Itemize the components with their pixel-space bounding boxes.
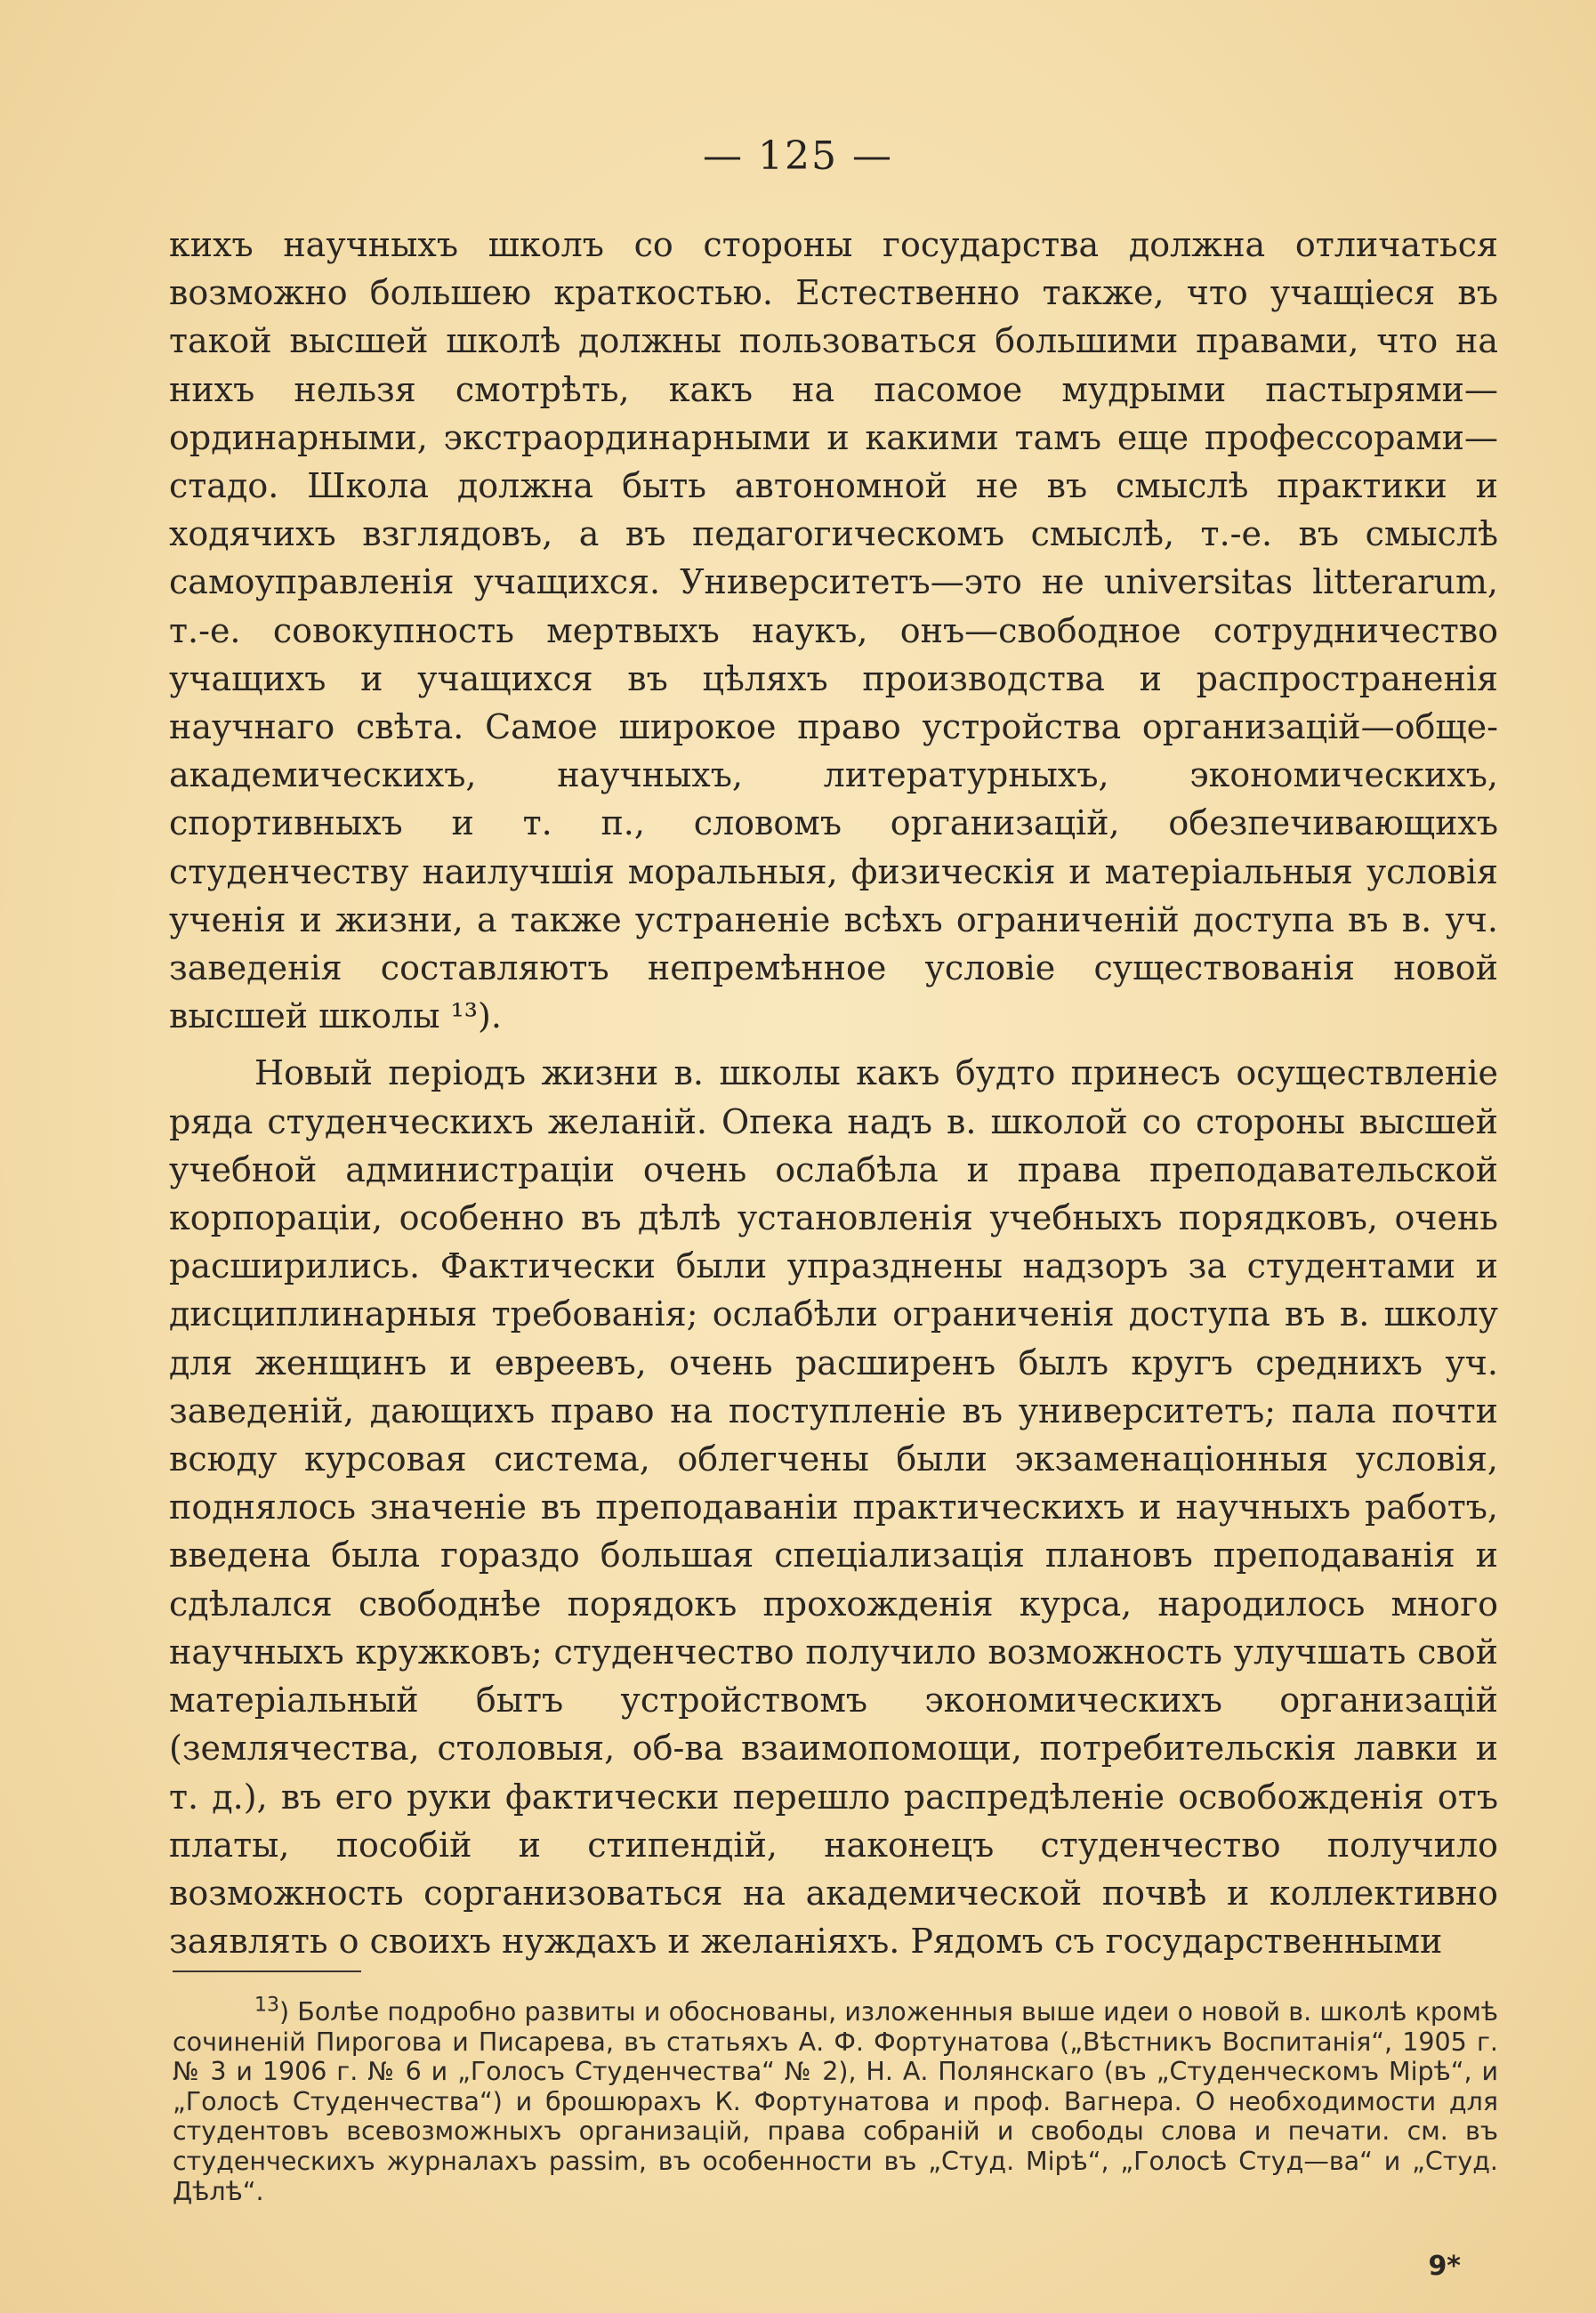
footnote [173,1994,1498,2206]
footnote-text: ) Болѣе подробно развиты и обоснованы, изложенныя выше идеи о новой в. школѣ кромѣ сочиненій Пирогова и Писарева, въ статьяхъ А. Ф. Фортунатова („Вѣстникъ Воспитанія“, 1905 г. № 3 и 1906 г. № 6 и „Голосъ Студенчества“ № 2), Н. А. Полянскаго (въ „Студенческомъ Мірѣ“, и „Голосѣ Студенчества“) и брошюрахъ К. Фортунатова и проф. Вагнера. О необходимости для студентовъ всевозможныхъ организацій, права собраній и свободы слова и печати. см. въ студенческихъ журналахъ passim, въ особенности въ „Студ. Мірѣ“, „Голосѣ Студ—ва“ и „Студ. Дѣлѣ“. [173,1997,1498,2206]
main-text [169,221,1498,1965]
page-number-header: — 125 — [703,133,893,179]
footnote-marker: 13 [254,1994,279,2017]
paragraph-1: кихъ научныхъ школъ со стороны государства должна отличаться возможно большею краткостью. Естественно также, что учащіеся въ такой высшей школѣ должны пользоваться большими правами, что на нихъ нельзя смотрѣть, какъ на пасомое мудрыми пастырями—ординарными, экстраординарными и какими тамъ еще профессорами—стадо. Школа должна быть автономной не въ смыслѣ практики и ходячихъ взглядовъ, а въ педагогическомъ смыслѣ, т.-е. въ смыслѣ самоуправленія учащихся. Университетъ—это не universitas litterarum, т.-е. совокупность мертвыхъ наукъ, онъ—свободное сотрудничество учащихъ и учащихся въ цѣляхъ производства и распространенія научнаго свѣта. Самое широкое право устройства организацій—обще-академическихъ, научныхъ, литературныхъ, экономическихъ, спортивныхъ и т. п., словомъ организацій, обезпечивающихъ студенчеству наилучшія моральныя, физическія и матеріальныя условія ученія и жизни, а также устраненіе всѣхъ ограниченій доступа въ в. уч. заведенія составляютъ непремѣнное условіе существованія новой высшей школы ¹³). [169,225,1498,1036]
paragraph-2: Новый періодъ жизни в. школы какъ будто принесъ осуществленіе ряда студенческихъ желаній. Опека надъ в. школой со стороны высшей учебной администраціи очень ослабѣла и права преподавательской корпораціи, особенно въ дѣлѣ установленія учебныхъ порядковъ, очень расширились. Фактически были упразднены надзоръ за студентами и дисциплинарныя требованія; ослабѣли ограниченія доступа въ в. школу для женщинъ и евреевъ, очень расширенъ былъ кругъ среднихъ уч. заведеній, дающихъ право на поступленіе въ университетъ; пала почти всюду курсовая система, облегчены были экзаменаціонныя условія, поднялось значеніе въ преподаваніи практическихъ и научныхъ работъ, введена была гораздо большая спеціализація плановъ преподаванія и сдѣлался свободнѣе порядокъ прохожденія курса, народилось много научныхъ кружковъ; студенчество получило возможность улучшать свой матеріальный бытъ устройствомъ экономическихъ организацій (землячества, столовыя, об-ва взаимопомощи, потребительскія лавки и т. д.), въ его руки фактически перешло распредѣленіе освобожденія отъ платы, пособій и стипендій, наконецъ студенчество получило возможность сорганизоваться на академической почвѣ и коллективно заявлять о своихъ нуждахъ и желаніяхъ. Рядомъ съ государственными [169,1053,1498,1962]
footnote-separator [173,1970,361,1972]
signature-mark: 9* [1428,2251,1461,2282]
